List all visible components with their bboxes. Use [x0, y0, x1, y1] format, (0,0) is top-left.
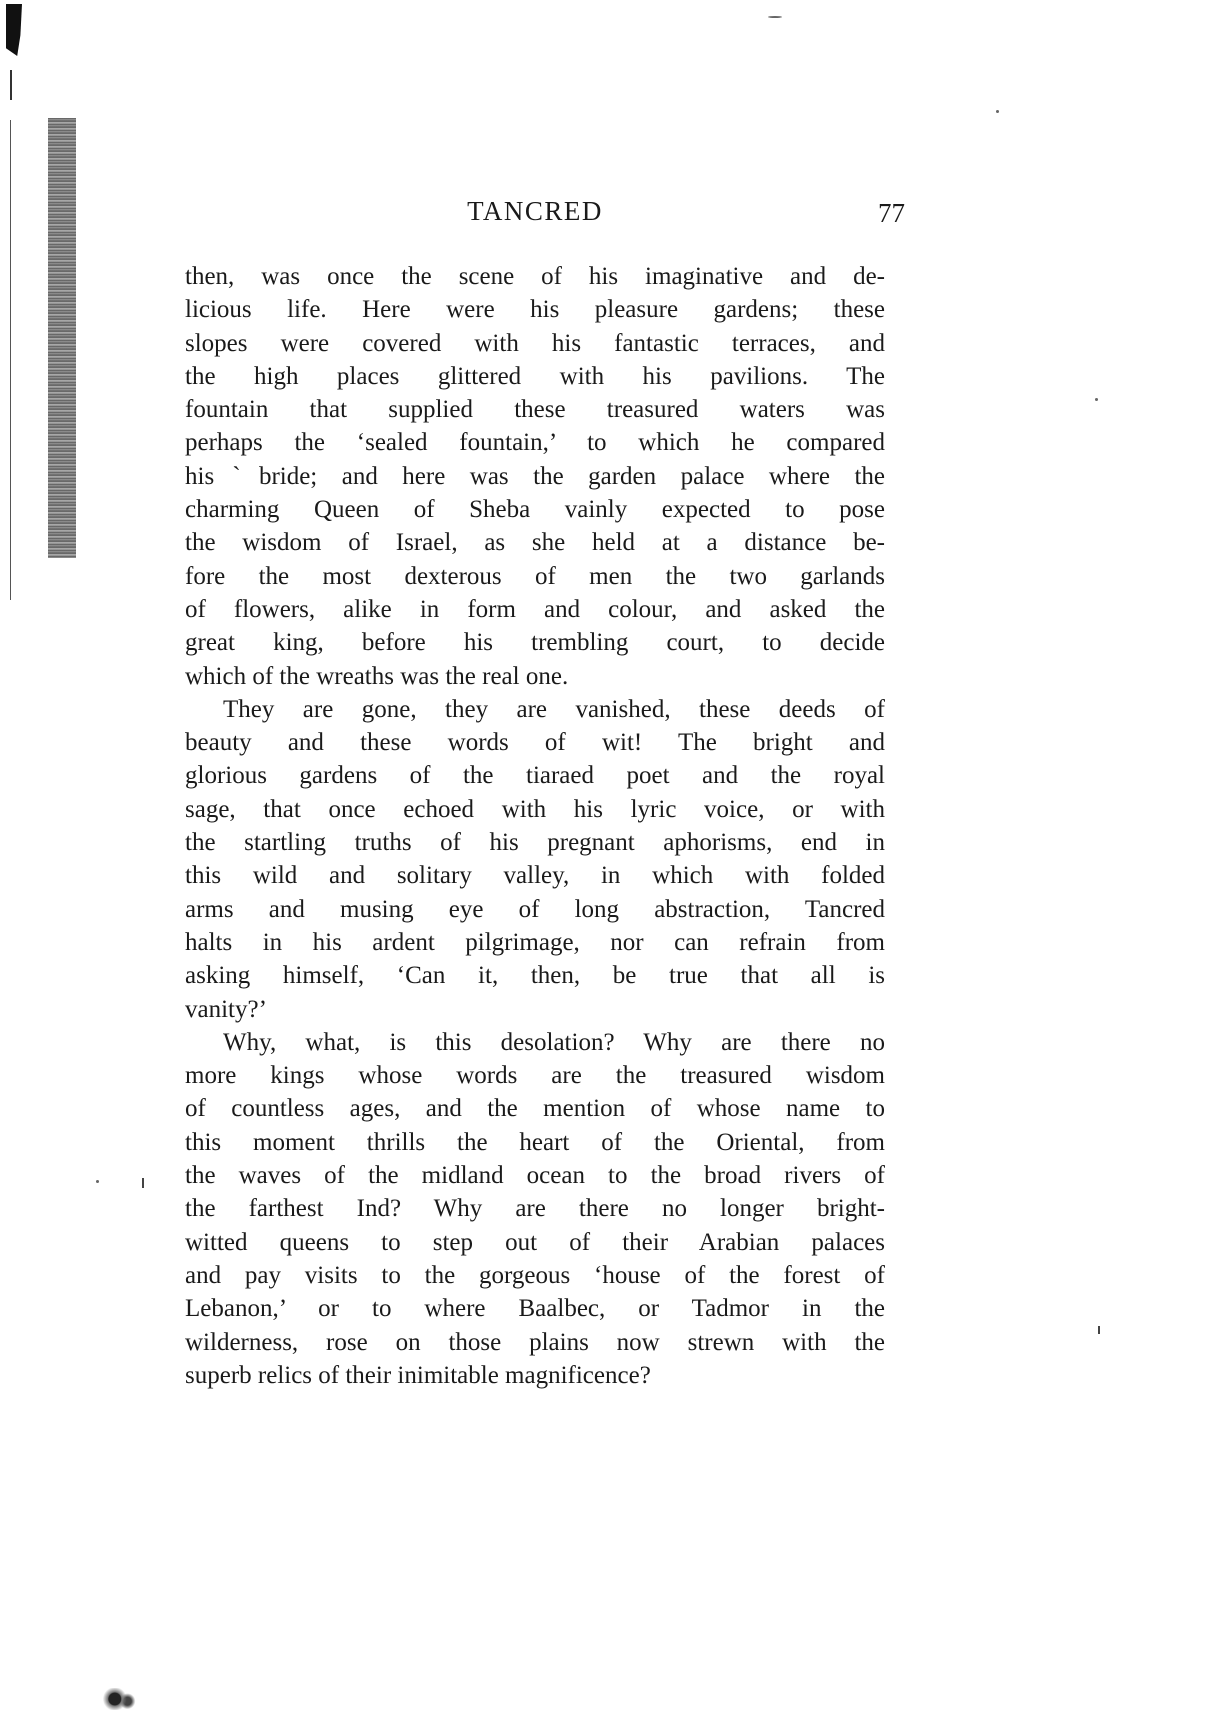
- text-line: fountain that supplied these treasured waters was: [185, 396, 885, 424]
- text-line: this moment thrills the heart of the Oriental, from: [185, 1128, 885, 1156]
- text-line: hisˋbride; and here was the garden palace where the: [185, 462, 885, 490]
- text-line: the startling truths of his pregnant aphorisms, end in: [185, 829, 885, 857]
- text-line: witted queens to step out of their Arabian palaces: [185, 1228, 885, 1256]
- text-line: arms and musing eye of long abstraction, Tancred: [185, 895, 885, 923]
- scan-binding-shadow: [48, 118, 76, 558]
- text-line: of countless ages, and the mention of whose name to: [185, 1095, 885, 1123]
- text-line: the waves of the midland ocean to the broad rivers of: [185, 1162, 885, 1190]
- text-line: wilderness, rose on those plains now strewn with the: [185, 1328, 885, 1356]
- text-line: which of the wreaths was the real one.: [185, 662, 569, 690]
- text-line: glorious gardens of the tiaraed poet and the royal: [185, 762, 885, 790]
- text-line: the high places glittered with his pavilions. The: [185, 362, 885, 390]
- scan-speck: [96, 1180, 99, 1183]
- scan-edge-line: [10, 120, 11, 600]
- text-line: charming Queen of Sheba vainly expected to pose: [185, 496, 885, 524]
- text-line: superb relics of their inimitable magnificence?: [185, 1361, 651, 1389]
- scan-edge-line: [10, 70, 12, 100]
- text-line: They are gone, they are vanished, these deeds of: [223, 695, 885, 723]
- scan-corner-mark: [6, 4, 22, 56]
- text-line: beauty and these words of wit! The bright and: [185, 729, 885, 757]
- text-line: more kings whose words are the treasured wisdom: [185, 1062, 885, 1090]
- paragraph: [185, 693, 885, 1026]
- scan-speck: [768, 16, 782, 18]
- text-line: Lebanon,’ or to where Baalbec, or Tadmor in the: [185, 1295, 885, 1323]
- paragraph: [185, 260, 885, 693]
- text-line: Why, what, is this desolation? Why are there no: [223, 1028, 885, 1056]
- running-header: [185, 196, 905, 236]
- text-line: vanity?’: [185, 995, 267, 1023]
- text-line: the wisdom of Israel, as she held at a distance be-: [185, 529, 885, 557]
- paragraph: [185, 1026, 885, 1392]
- scan-speck: [142, 1178, 144, 1188]
- scan-speck: [1098, 1326, 1100, 1334]
- scan-speck: [98, 1688, 140, 1710]
- body-text: [185, 260, 885, 1392]
- text-line: licious life. Here were his pleasure gardens; these: [185, 296, 885, 324]
- text-line: slopes were covered with his fantastic terraces, and: [185, 329, 885, 357]
- text-line: then, was once the scene of his imaginative and de-: [185, 263, 885, 290]
- text-line: this wild and solitary valley, in which with folded: [185, 862, 885, 890]
- text-line: great king, before his trembling court, to decide: [185, 629, 885, 657]
- text-line: the farthest Ind? Why are there no longer bright-: [185, 1195, 885, 1223]
- text-line: and pay visits to the gorgeous ‘house of the forest of: [185, 1261, 885, 1289]
- text-line: asking himself, ‘Can it, then, be true that all is: [185, 962, 885, 990]
- running-title: TANCRED: [467, 196, 603, 226]
- scan-speck: [1095, 398, 1098, 401]
- text-line: perhaps the ‘sealed fountain,’ to which he compared: [185, 429, 885, 457]
- text-line: fore the most dexterous of men the two garlands: [185, 562, 885, 590]
- text-line: halts in his ardent pilgrimage, nor can refrain from: [185, 928, 885, 956]
- scan-speck: [996, 110, 999, 113]
- text-line: sage, that once echoed with his lyric voice, or with: [185, 795, 885, 823]
- page-number: 77: [878, 198, 905, 228]
- text-line: of flowers, alike in form and colour, and asked the: [185, 595, 885, 623]
